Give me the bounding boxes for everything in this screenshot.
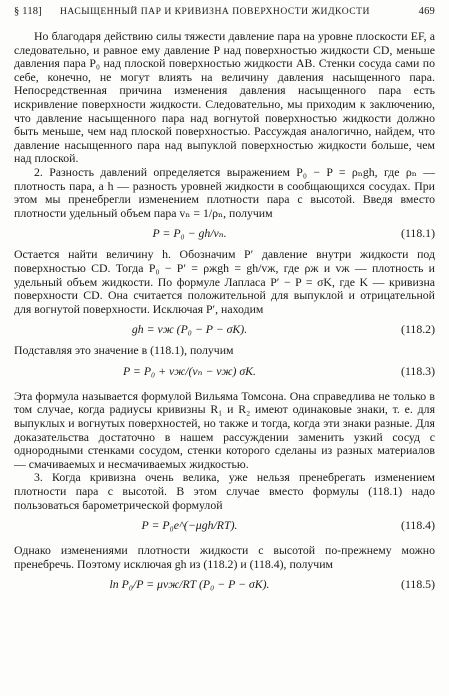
equation-118-5 xyxy=(14,574,435,600)
equation-118-1 xyxy=(14,223,435,245)
equation-number: (118.2) xyxy=(401,322,435,337)
page-body xyxy=(14,30,435,603)
page-number: 469 xyxy=(418,6,435,17)
equation-number: (118.4) xyxy=(401,518,435,533)
equation-118-3 xyxy=(14,361,435,387)
equation-number: (118.3) xyxy=(401,363,435,378)
paragraph: Но благодаря действию силы тяжести давление пара на уровне плоскости EF, а следовательно, и равное ему давление P над поверхностью жидкости CD, меньше давления пара P₀ над плоской поверхностью жидкости AB. Стенки сосуда сами по себе, конечно, не могут влиять на величину давления насыщенного пара. Непосредственная причина изменения давления насыщенного пара есть искривление поверхности жидкости. Следовательно, мы приходим к заключению, что давление насыщенного пара над вогнутой поверхностью жидкости должно быть меньше, чем над плоской поверхностью. Рассуждая аналогично, найдем, что давление насыщенного пара над выпуклой поверхностью жидкости больше, чем над плоской. xyxy=(14,29,435,166)
section-ref: § 118] xyxy=(14,6,42,17)
equation-expression: P = P₀e^(−μgh/RT). xyxy=(141,518,238,533)
equation-number: (118.1) xyxy=(401,226,435,241)
equation-expression: P = P₀ − gh/vₙ. xyxy=(152,226,227,241)
paragraph: Подставляя это значение в (118.1), получим xyxy=(14,343,234,358)
header-title: НАСЫЩЕННЫЙ ПАР И КРИВИЗНА ПОВЕРХНОСТИ ЖИДКОСТИ xyxy=(60,6,370,17)
equation-number: (118.5) xyxy=(401,577,435,592)
running-header xyxy=(14,6,437,20)
equation-expression: P = P₀ + vж/(vₙ − vж) σK. xyxy=(122,363,257,378)
paragraph: 3. Когда кривизна очень велика, уже нельзя пренебрегать изменением плотности пара с высотой. В этом случае вместо формулы (118.1) надо пользоваться барометрической формулой xyxy=(14,470,435,512)
equation-expression: ln P₀/P = μvж/RT (P₀ − P − σK). xyxy=(109,577,270,592)
equation-expression: gh = vж (P₀ − P − σK). xyxy=(131,322,248,337)
paragraph: Однако изменениями плотности жидкости с высотой по-прежнему можно пренебречь. Поэтому исключая gh из (118.2) и (118.4), получим xyxy=(14,543,435,571)
paragraph: Эта формула называется формулой Вильяма Томсона. Она справедлива не только в том случае, когда радиусы кривизны R₁ и R₂ имеют одинаковые знаки, т. е. для выпуклых и вогнутых поверхностей, но также и тогда, когда эти знаки разные. Для доказательства достаточно в нашем рассуждении заменить узкий сосуд с однородными стенками сосудом, стенки которого сделаны из разных материалов — смачиваемых и несмачиваемых жидкостью. xyxy=(14,388,435,471)
equation-118-2 xyxy=(14,319,435,341)
paragraph: Остается найти величину h. Обозначим P′ давление внутри жидкости под поверхностью CD. Тогда P₀ − P′ = ρжgh = gh/vж, где ρж и vж — плотность и удельный объем жидкости. По формуле Лапласа P′ − P = σK, где K — кривизна поверхности CD. Она считается положительной для выпуклой и отрицательной для вогнутой поверхности. Исключая P′, находим xyxy=(14,247,435,316)
paragraph: 2. Разность давлений определяется выражением P₀ − P = ρₙgh, где ρₙ — плотность пара, а h — разность уровней жидкости в сообщающихся сосудах. При этом мы пренебрегли изменением плотности пара с высотой. Введя вместо плотности удельный объем пара vₙ = 1/ρₙ, получим xyxy=(14,164,435,220)
equation-118-4 xyxy=(14,515,435,541)
